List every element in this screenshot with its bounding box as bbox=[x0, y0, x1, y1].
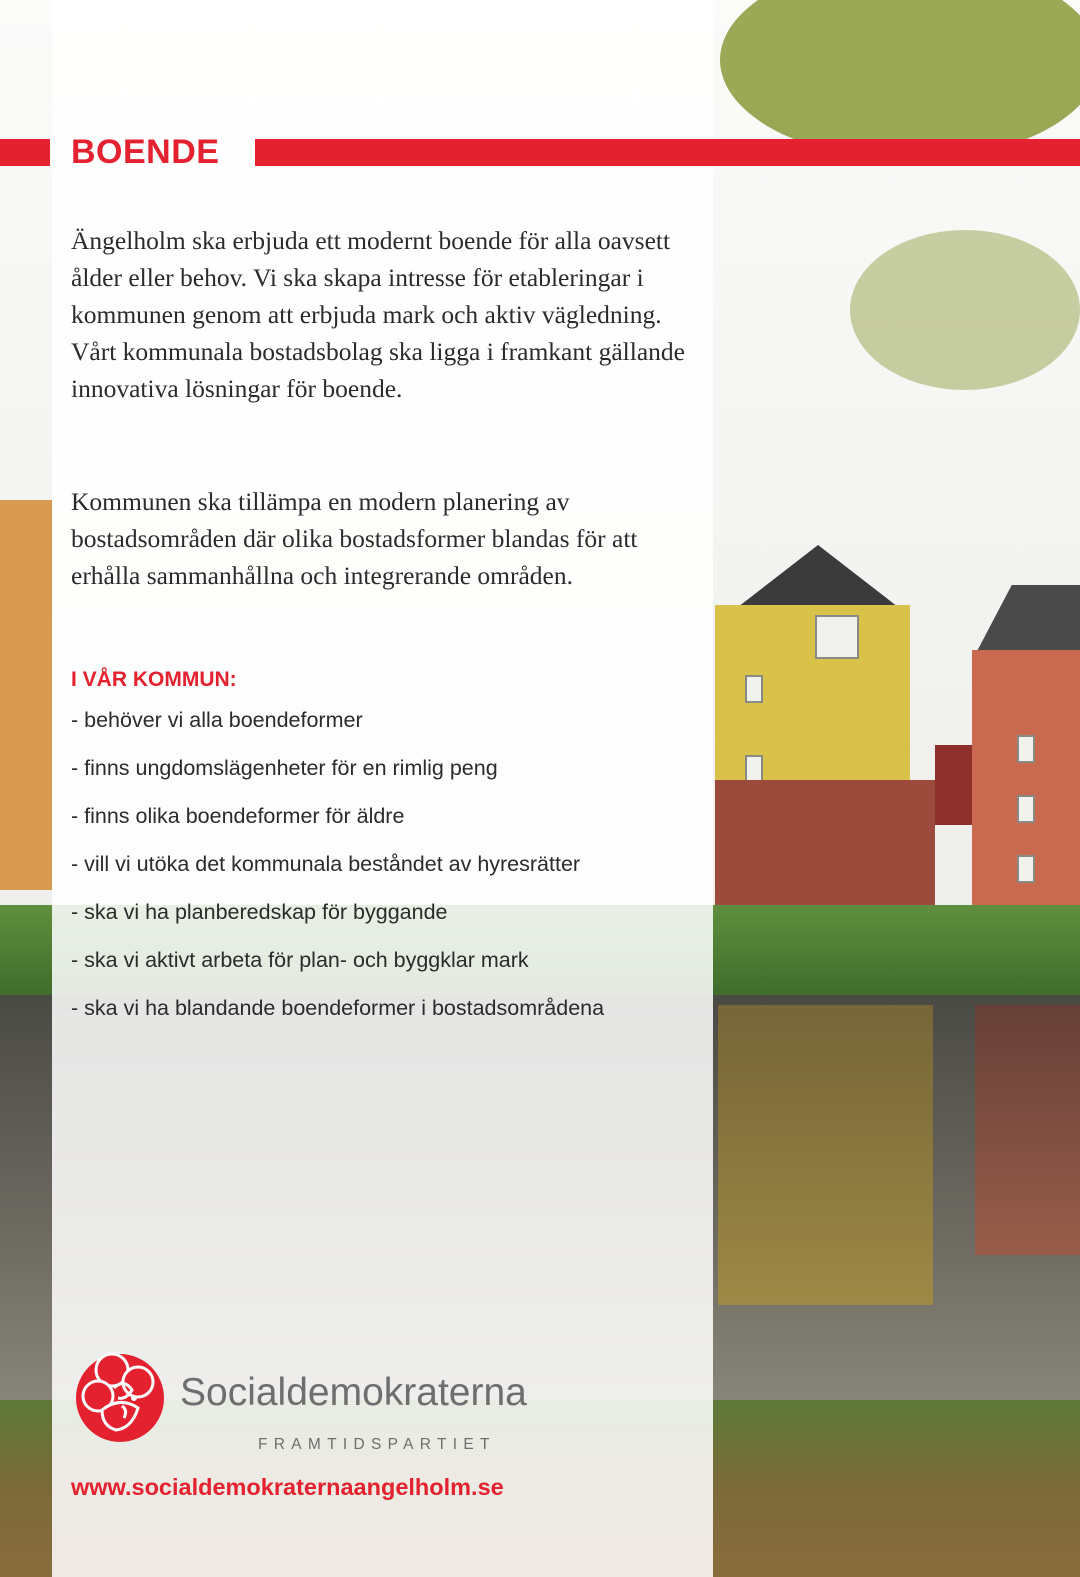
left-building bbox=[0, 500, 52, 890]
heading-bar-left bbox=[0, 139, 50, 166]
list-item: - ska vi ha planberedskap för byggande bbox=[71, 900, 448, 924]
yellow-building-roof bbox=[738, 545, 898, 607]
list-item: - behöver vi alla boendeformer bbox=[71, 708, 363, 732]
list-item: - ska vi aktivt arbeta för plan- och byggklar mark bbox=[71, 948, 529, 972]
pink-building bbox=[972, 650, 1080, 910]
yellow-building-reflection bbox=[718, 1005, 933, 1305]
page-title: BOENDE bbox=[71, 133, 220, 171]
planning-paragraph bbox=[71, 483, 701, 594]
heading-bar-right bbox=[255, 139, 1080, 166]
pink-building-reflection bbox=[975, 1005, 1080, 1255]
rose-icon bbox=[72, 1348, 168, 1446]
planning-text: Kommunen ska tillämpa en modern planering av bostadsområden där olika bostadsformer blandas för att erhålla sammanhållna och integrerande områden. bbox=[71, 487, 638, 590]
yellow-building-base bbox=[715, 780, 935, 905]
party-tagline: FRAMTIDSPARTIET bbox=[258, 1436, 496, 1453]
intro-paragraph bbox=[71, 222, 701, 407]
party-name: Socialdemokraterna bbox=[180, 1371, 527, 1414]
list-item: - ska vi ha blandande boendeformer i bostadsområdena bbox=[71, 996, 605, 1020]
website-link[interactable]: www.socialdemokraternaangelholm.se bbox=[71, 1474, 504, 1500]
intro-text: Ängelholm ska erbjuda ett modernt boende för alla oavsett ålder eller behov. Vi ska skapa intresse för etableringar i kommunen genom att erbjuda mark och aktiv vägledning. Vårt kommunala bostadsbolag ska ligga i framkant gällande innovativa lösningar för boende. bbox=[71, 226, 685, 403]
list-item: - finns olika boendeformer för äldre bbox=[71, 804, 405, 828]
commune-list bbox=[71, 704, 604, 1040]
list-item: - finns ungdomslägenheter för en rimlig peng bbox=[71, 756, 498, 780]
commune-heading: I VÅR KOMMUN: bbox=[71, 668, 237, 691]
red-building bbox=[935, 745, 975, 825]
tree-branch bbox=[850, 230, 1080, 390]
list-item: - vill vi utöka det kommunala beståndet av hyresrätter bbox=[71, 852, 581, 876]
